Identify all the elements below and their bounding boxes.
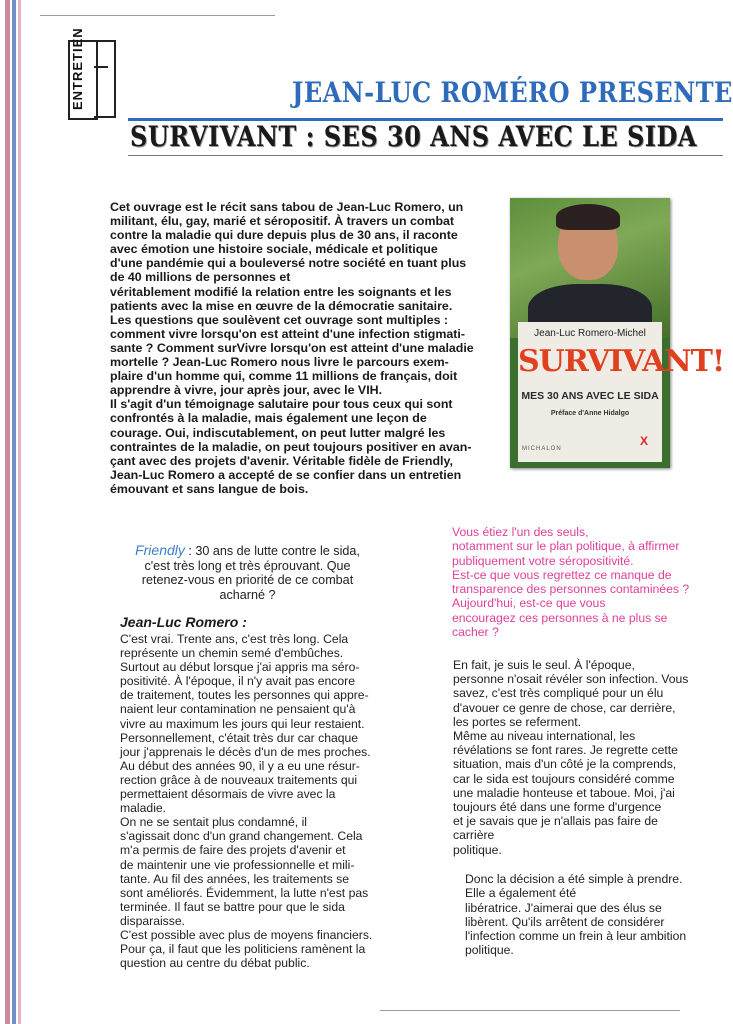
intro-paragraph <box>110 200 490 496</box>
book-cover <box>510 198 725 468</box>
answer-3 <box>465 872 710 958</box>
text-line: publiquement votre séropositivité. <box>452 553 634 568</box>
text-line: Est-ce que vous regrettez ce manque de <box>452 567 672 582</box>
book-subtitle: MES 30 ANS AVEC LE SIDA <box>521 390 659 402</box>
text-line: permettaient désormais de vivre avec la <box>120 787 336 802</box>
text-line: : 30 ans de lutte contre le sida, <box>184 544 360 558</box>
text-line: cacher ? <box>452 625 499 640</box>
text-line: C'est vrai. Trente ans, c'est très long. Cela <box>120 632 349 646</box>
headline-underline <box>128 155 723 156</box>
text-line: tante. Au fil des années, les traitements se <box>120 871 349 886</box>
text-line: mortelle ? Jean-Luc Romero nous livre le parcours exem- <box>110 355 449 370</box>
text-line: de maintenir une vie professionnelle et mili- <box>120 857 355 872</box>
text-line: Cet ouvrage est le récit sans tabou de Jean-Luc Romero, un <box>110 200 464 214</box>
text-line: Jean-Luc Romero a accepté de se confier dans un entretien <box>110 467 462 482</box>
text-line: apprendre à vivre, jour après jour, avec le VIH. <box>110 383 383 398</box>
text-line: On ne se sentait plus condamné, il <box>120 815 307 830</box>
text-line: politique. <box>465 943 514 958</box>
text-line: C'est possible avec plus de moyens financiers. <box>120 927 373 942</box>
text-line: d'une pandémie qui a bouleversé notre société en tuant plus <box>110 256 467 271</box>
book-author: Jean-Luc Romero-Michel <box>534 328 646 339</box>
question-1 <box>115 543 380 602</box>
text-line: Personnellement, c'était très dur car chaque <box>120 730 359 745</box>
text-line: courage. Oui, indiscutablement, on peut lutter malgré les <box>110 425 446 440</box>
text-line: notamment sur le plan politique, à affirmer <box>452 539 680 554</box>
text-line: politique. <box>453 842 502 857</box>
text-line: les portes se referment. <box>453 714 582 729</box>
book-title: SURVIVANT! <box>518 344 725 379</box>
text-line: car le sida est toujours considéré comme <box>453 771 675 786</box>
text-line: l'infection comme un frein à leur ambition <box>465 929 687 944</box>
left-color-stripes <box>0 0 30 1024</box>
text-line: Les questions que soulèvent cet ouvrage sont multiples : <box>110 312 449 327</box>
text-line: disparaisse. <box>120 913 186 928</box>
text-line: En fait, je suis le seul. À l'époque, <box>453 658 635 672</box>
text-line: c'est très long et très éprouvant. Que <box>144 558 351 573</box>
text-line: de 40 millions de personnes et <box>110 270 291 285</box>
text-line: terminée. Il faut se battre pour que le sida <box>120 899 345 914</box>
text-line: confrontés à la maladie, mais également une leçon de <box>110 411 427 426</box>
text-line: sont améliorés. Évidemment, la lutte n'est pas <box>120 885 369 900</box>
text-line: patients avec la mise en œuvre de la démocratie sanitaire. <box>110 298 453 313</box>
text-line: Même au niveau international, les <box>453 729 636 744</box>
book-publisher: MICHALON <box>522 446 562 452</box>
text-line: encouragez ces personnes à ne plus se <box>452 610 668 625</box>
author-hair <box>556 204 620 230</box>
text-line: émouvant et sans langue de bois. <box>110 481 309 496</box>
headline-line2: SURVIVANT : SES 30 ANS AVEC LE SIDA <box>130 120 697 153</box>
text-line: représente un chemin semé d'embûches. <box>120 646 344 661</box>
text-line: transparence des personnes contaminées ? <box>452 582 690 597</box>
book-preface: Préface d'Anne Hidalgo <box>550 410 630 417</box>
text-line: rection grâce à de nouveaux traitements qui <box>120 772 358 787</box>
text-line: libèrent. Qu'ils arrêtent de considérer <box>465 914 665 929</box>
bottom-rule <box>380 1010 680 1011</box>
speaker-name: Jean-Luc Romero : <box>120 614 247 630</box>
text-line: positivité. À l'époque, il n'y avait pas encore <box>120 674 355 689</box>
text-line: d'avouer ce genre de chose, car derrière, <box>453 700 676 715</box>
text-line: Il s'agit d'un témoignage salutaire pour tous ceux qui sont <box>110 397 453 412</box>
book-cover-panel <box>518 322 725 462</box>
text-line: retenez-vous en priorité de ce combat <box>141 573 354 587</box>
text-line: militant, élu, gay, marié et séropositif. À travers un combat <box>110 214 455 229</box>
text-line: libératrice. J'aimerai que des élus se <box>465 900 662 915</box>
text-line: Surtout au début lorsque j'ai appris ma séro- <box>120 660 360 675</box>
text-line: Donc la décision a été simple à prendre. <box>465 872 683 886</box>
text-line: çant avec des projets d'avenir. Véritable fidèle de Friendly, <box>110 453 453 468</box>
brand-name: Friendly <box>135 542 185 558</box>
book-mark: X <box>640 434 649 448</box>
text-line: carrière <box>453 828 495 843</box>
text-line: et je savais que je n'allais pas faire de <box>453 814 658 829</box>
text-line: s'agissait donc d'un grand changement. Cela <box>120 829 363 844</box>
text-line: vivre au maximum les jours qui leur restaient. <box>120 716 365 731</box>
text-line: révélations se font rares. Je regrette cette <box>453 743 678 758</box>
section-f-logo-icon <box>94 40 116 118</box>
answer-1 <box>120 632 395 970</box>
answer-2 <box>453 658 708 857</box>
top-rule <box>40 15 275 16</box>
text-line: m'a permis de faire des projets d'avenir et <box>120 843 346 858</box>
section-label: ENTRETIEN <box>70 27 85 110</box>
text-line: personne n'osait révéler son infection. Vous <box>453 672 689 687</box>
text-line: Pour ça, il faut que les politiciens ramènent la <box>120 942 366 957</box>
text-line: contre la maladie qui dure depuis plus de 30 ans, il raconte <box>110 228 458 243</box>
text-line: Au début des années 90, il y a eu une résur- <box>120 758 360 773</box>
text-line: acharné ? <box>219 587 276 602</box>
text-line: Vous étiez l'un des seuls, <box>452 525 589 539</box>
headline-line1: JEAN-LUC ROMÉRO PRESENTE <box>292 76 733 109</box>
text-line: situation, mais d'un côté je la comprends, <box>453 757 677 772</box>
text-line: véritablement modifié la relation entre les soignants et les <box>110 284 452 299</box>
text-line: question au centre du débat public. <box>120 956 310 971</box>
text-line: contraintes de la maladie, on peut toujours positiver en avan- <box>110 439 472 454</box>
text-line: Elle a également été <box>465 886 577 901</box>
text-line: maladie. <box>120 801 167 816</box>
text-line: comment vivre lorsqu'on est atteint d'une infection stigmati- <box>110 326 465 341</box>
text-line: sante ? Comment surVivre lorsqu'on est atteint d'une maladie <box>110 340 474 355</box>
text-line: une maladie honteuse et taboue. Moi, j'ai <box>453 785 675 800</box>
text-line: toujours été dans une forme d'urgence <box>453 800 662 815</box>
text-line: Aujourd'hui, est-ce que vous <box>452 596 606 611</box>
text-line: savez, c'est très compliqué pour un élu <box>453 686 664 701</box>
text-line: jour j'apprenais le décès d'un de mes proches. <box>120 744 371 759</box>
text-line: avec émotion une histoire sociale, médicale et politique <box>110 242 438 257</box>
question-2 <box>452 525 707 639</box>
text-line: naient leur contamination ne pensaient qu'à <box>120 702 356 717</box>
text-line: de traitement, toutes les personnes qui appre- <box>120 688 369 703</box>
section-tag <box>68 27 118 120</box>
text-line: plaire d'un homme qui, comme 11 millions de français, doit <box>110 369 458 384</box>
